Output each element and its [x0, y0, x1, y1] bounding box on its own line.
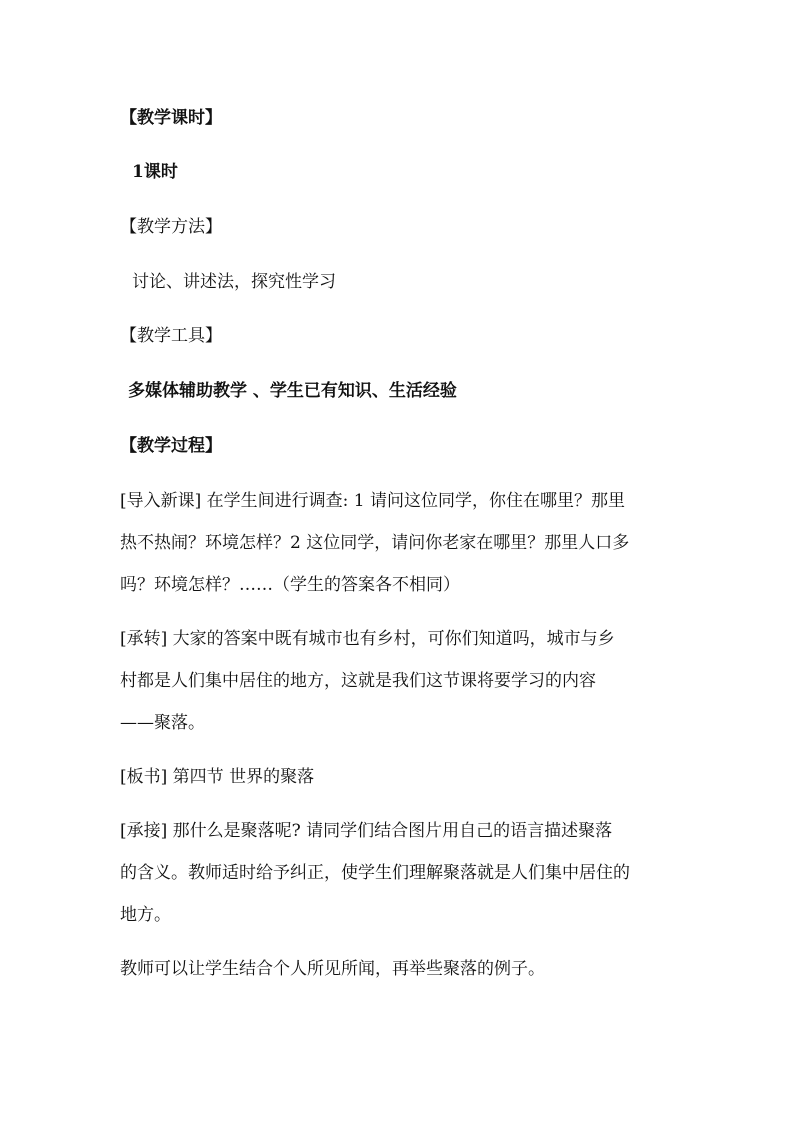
- board-line: [板书] 第四节 世界的聚落: [120, 767, 315, 787]
- closing-line: 教师可以让学生结合个人所见所闻，再举些聚落的例子。: [120, 959, 545, 979]
- paragraph-line: 热不热闹？环境怎样？2 这位同学，请问你老家在哪里？那里人口多: [120, 533, 630, 553]
- heading-teaching-process: 【教学过程】: [120, 436, 222, 456]
- heading-teaching-method: 【教学方法】: [120, 217, 222, 237]
- teaching-method-value: 讨论、讲述法，探究性学习: [132, 272, 336, 292]
- paragraph-line: 村都是人们集中居住的地方，这就是我们这节课将要学习的内容: [120, 671, 596, 691]
- paragraph-line: 吗？环境怎样？……（学生的答案各不相同）: [120, 575, 460, 595]
- teaching-hours-value: 1课时: [132, 162, 178, 182]
- heading-teaching-hours: 【教学课时】: [120, 108, 222, 128]
- paragraph-line: [承转] 大家的答案中既有城市也有乡村，可你们知道吗，城市与乡: [120, 629, 615, 649]
- paragraph-line: 地方。: [120, 905, 171, 925]
- paragraph-line: [承接] 那什么是聚落呢? 请同学们结合图片用自己的语言描述聚落: [120, 821, 613, 841]
- paragraph-line: 的含义。教师适时给予纠正，使学生们理解聚落就是人们集中居住的: [120, 863, 630, 883]
- teaching-tools-value: 多媒体辅助教学 、学生已有知识、生活经验: [128, 381, 457, 401]
- heading-teaching-tools: 【教学工具】: [120, 326, 222, 346]
- paragraph-line: [导入新课] 在学生间进行调查: 1 请问这位同学，你住在哪里？那里: [120, 491, 626, 511]
- paragraph-line: ——聚落。: [120, 713, 205, 733]
